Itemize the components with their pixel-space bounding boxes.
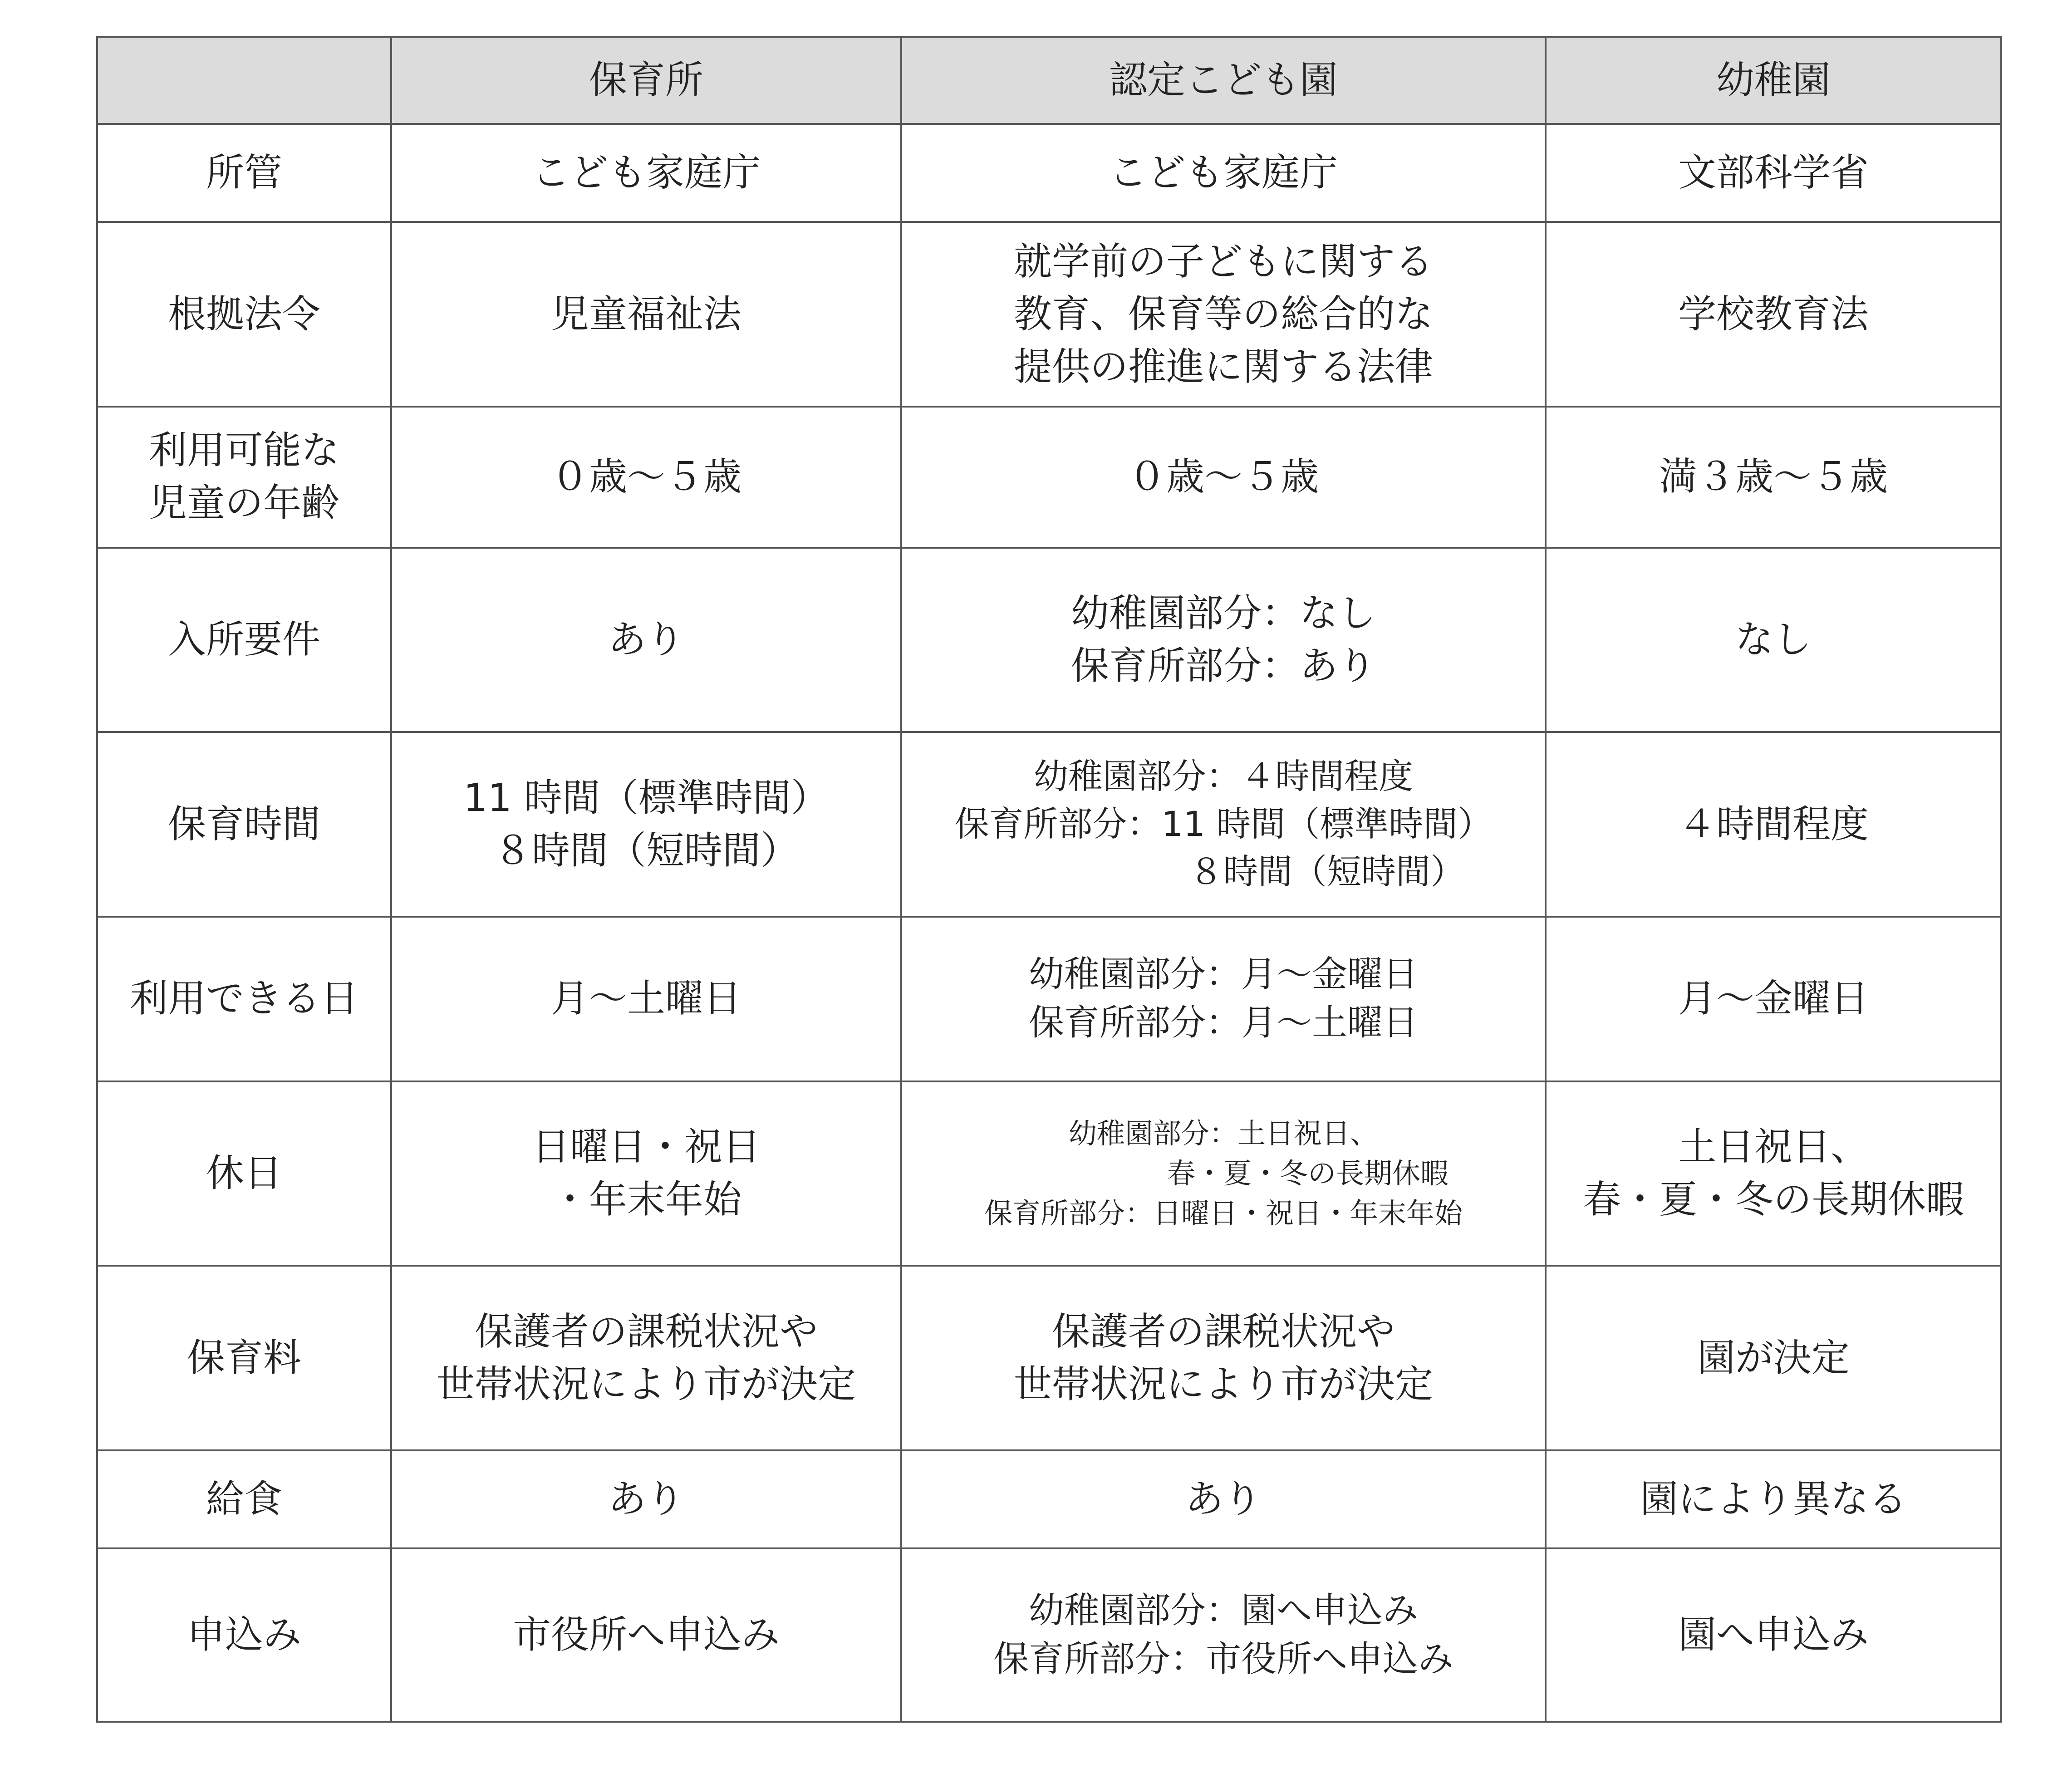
cell-yochien [1546,1266,2001,1450]
cell-yochien [1546,1081,2001,1266]
cell-line: 園へ申込み [1678,1612,1869,1657]
cell-label [97,124,391,222]
cell-nintei [901,1548,1546,1722]
cell-line: なし [1735,617,1812,662]
cell-line: ０歳～５歳 [1128,454,1319,499]
cell-line: こども家庭庁 [531,150,761,195]
row-moshikomi [97,1548,2001,1722]
cell-line: 世帯状況により市が決定 [1013,1361,1433,1406]
cell-label [97,1450,391,1548]
cell-line: あり [608,1477,684,1522]
cell-line: 利用可能な [148,428,339,473]
cell-line: 満３歳～５歳 [1659,454,1888,499]
cell-line: 幼稚園部分：月～金曜日 [1028,953,1418,995]
cell-hoikusho [391,1450,901,1548]
header-yochien: 幼稚園 [1546,37,2001,124]
cell-yochien [1546,222,2001,407]
cell-line: 教育、保育等の総合的な [1013,291,1433,336]
cell-label [97,407,391,548]
cell-yochien [1546,407,2001,548]
cell-line: 日曜日・祝日 [531,1124,761,1169]
header-hoikusho: 保育所 [391,37,901,124]
cell-yochien [1546,124,2001,222]
cell-line: 保育所部分：11 時間（標準時間） [954,804,1493,845]
cell-line: 児童の年齢 [148,481,339,526]
table-header [97,37,2001,124]
row-shokan [97,124,2001,222]
cell-line: あり [608,617,684,662]
row-hoikuryo [97,1266,2001,1450]
cell-hoikusho [391,917,901,1081]
header-row [97,37,2001,124]
cell-hoikusho [391,732,901,917]
cell-line: ・年末年始 [550,1177,741,1222]
cell-label [97,1081,391,1266]
row-nenrei [97,407,2001,548]
cell-line: 保育時間 [167,801,320,846]
cell-nintei [901,548,1546,732]
cell-line: 学校教育法 [1678,291,1869,336]
cell-line: 入所要件 [167,617,320,662]
row-hoiku-jikan [97,732,2001,917]
cell-line: 月～土曜日 [550,976,741,1021]
cell-line: 申込み [187,1612,301,1657]
cell-nintei [901,407,1546,548]
cell-line: 幼稚園部分：園へ申込み [1028,1590,1418,1631]
cell-line: あり [1185,1477,1262,1522]
cell-line: 保育所部分：あり [1070,643,1376,688]
row-riyo-bi [97,917,2001,1081]
cell-line: 提供の推進に関する法律 [1013,344,1433,389]
cell-line: 保護者の課税状況や [1051,1309,1395,1354]
row-konkyo-horei [97,222,2001,407]
cell-label [97,732,391,917]
cell-line: 児童福祉法 [550,291,741,336]
row-kyujitsu [97,1081,2001,1266]
cell-line: 給食 [206,1477,282,1522]
header-nintei-kodomoen: 認定こども園 [901,37,1546,124]
cell-hoikusho [391,222,901,407]
cell-line: 世帯状況により市が決定 [436,1361,856,1406]
cell-nintei [901,222,1546,407]
cell-line: 幼稚園部分：なし [1070,591,1376,635]
cell-hoikusho [391,1548,901,1722]
cell-line: 保護者の課税状況や [474,1309,818,1354]
cell-nintei [901,1266,1546,1450]
cell-line: 土日祝日、 [1678,1124,1869,1169]
comparison-table [96,36,2002,1723]
cell-label [97,1266,391,1450]
cell-yochien [1546,917,2001,1081]
cell-line: 利用できる日 [129,976,358,1021]
cell-label [97,548,391,732]
cell-line: 文部科学省 [1678,150,1869,195]
row-kyushoku [97,1450,2001,1548]
cell-line: こども家庭庁 [1109,150,1338,195]
cell-line: ４時間程度 [1678,801,1869,846]
cell-line: 月～金曜日 [1678,976,1869,1021]
cell-yochien [1546,1450,2001,1548]
cell-nintei [901,732,1546,917]
cell-line: 春・夏・冬の長期休暇 [998,1156,1448,1190]
cell-hoikusho [391,548,901,732]
cell-line: 幼稚園部分：４時間程度 [1034,756,1413,797]
cell-line: 休日 [206,1150,282,1195]
cell-yochien [1546,1548,2001,1722]
header-empty [97,37,391,124]
cell-line: ８時間（短時間） [982,851,1465,892]
cell-line: 幼稚園部分：土日祝日、 [1068,1116,1378,1150]
cell-line: 保育所部分：市役所へ申込み [993,1639,1453,1680]
cell-yochien [1546,732,2001,917]
cell-label [97,222,391,407]
cell-line: 11 時間（標準時間） [463,775,829,820]
cell-hoikusho [391,1266,901,1450]
cell-nintei [901,1450,1546,1548]
row-nyusho-yoken [97,548,2001,732]
cell-hoikusho [391,1081,901,1266]
cell-hoikusho [391,124,901,222]
cell-line: ０歳～５歳 [550,454,741,499]
cell-nintei [901,124,1546,222]
cell-line: 園が決定 [1697,1335,1850,1380]
cell-line: ８時間（短時間） [493,828,799,873]
cell-line: 保育所部分：日曜日・祝日・年末年始 [984,1196,1463,1230]
cell-line: 春・夏・冬の長期休暇 [1582,1177,1964,1222]
cell-yochien [1546,548,2001,732]
cell-nintei [901,1081,1546,1266]
cell-line: 根拠法令 [167,291,320,336]
cell-line: 保育料 [187,1335,301,1380]
cell-label [97,1548,391,1722]
cell-line: 所管 [206,150,282,195]
cell-line: 市役所へ申込み [512,1612,780,1657]
table-body [97,124,2001,1722]
cell-line: 保育所部分：月～土曜日 [1028,1002,1418,1044]
cell-nintei [901,917,1546,1081]
cell-line: 園により異なる [1640,1477,1907,1522]
cell-hoikusho [391,407,901,548]
cell-label [97,917,391,1081]
cell-line: 就学前の子どもに関する [1013,239,1433,284]
